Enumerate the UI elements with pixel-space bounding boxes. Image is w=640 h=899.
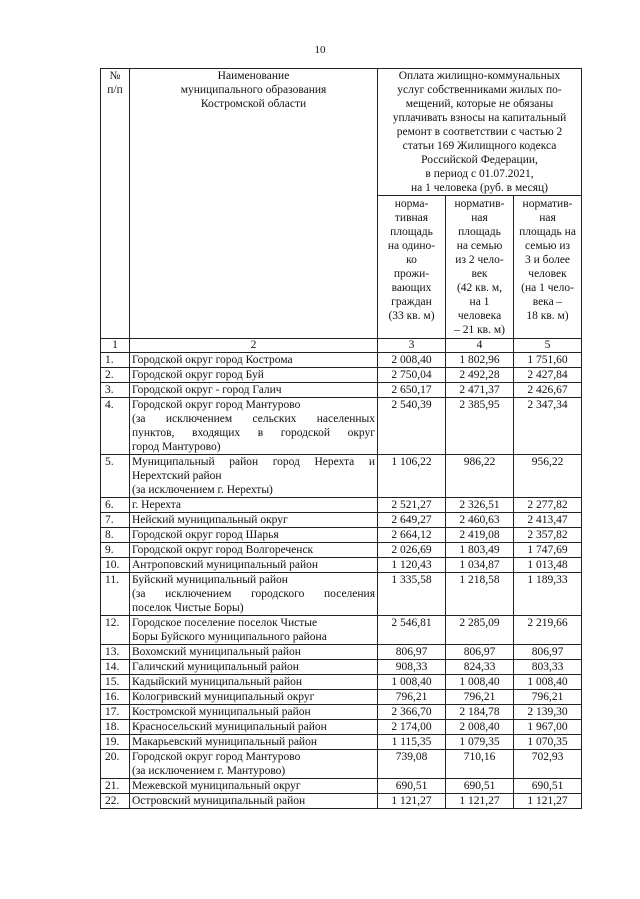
table-row [101, 690, 582, 705]
value-family-three: 1 070,35 [514, 735, 582, 750]
municipality-name-line: Кадыйский муниципальный район [132, 676, 303, 688]
value-single: 2 521,27 [378, 498, 446, 513]
municipality-name-line: Городской округ город Волгореченск [132, 544, 314, 556]
row-number: 18. [101, 720, 130, 735]
value-single: 2 664,12 [378, 528, 446, 543]
municipality-name [130, 735, 378, 750]
municipality-name-line: г. Нерехта [132, 499, 182, 511]
value-single: 690,51 [378, 779, 446, 794]
row-number: 14. [101, 660, 130, 675]
value-family-three: 806,97 [514, 645, 582, 660]
row-number: 4. [101, 398, 130, 455]
municipality-name-line: Городской округ город Мантурово [132, 399, 301, 411]
municipality-name-line: Межевской муниципальный округ [132, 780, 301, 792]
value-single: 739,08 [378, 750, 446, 779]
value-single: 1 120,43 [378, 558, 446, 573]
value-family-two: 2 471,37 [446, 383, 514, 398]
municipality-name-line: поселок Чистые Боры) [132, 602, 244, 614]
table-row [101, 779, 582, 794]
municipality-name-line: Вохомский муниципальный район [132, 646, 301, 658]
municipality-name-line: Костромской муниципальный район [132, 706, 311, 718]
municipality-name [130, 368, 378, 383]
municipality-name [130, 616, 378, 645]
column-index: 3 [378, 339, 446, 353]
subheader-family-two: норматив- ная площадь на семью из 2 чело- век (42 кв. м, на 1 человека – 21 кв. м) [446, 196, 514, 339]
value-family-three: 803,33 [514, 660, 582, 675]
table-row [101, 720, 582, 735]
row-number: 22. [101, 794, 130, 809]
municipality-name-line: Галичский муниципальный район [132, 661, 299, 673]
municipality-name-line: Муниципальный район город Нерехта и [132, 456, 375, 468]
row-number: 12. [101, 616, 130, 645]
table-row [101, 498, 582, 513]
value-family-three: 1 747,69 [514, 543, 582, 558]
value-family-three: 1 013,48 [514, 558, 582, 573]
value-single: 2 026,69 [378, 543, 446, 558]
row-number: 10. [101, 558, 130, 573]
value-family-three: 796,21 [514, 690, 582, 705]
value-family-three: 1 751,60 [514, 353, 582, 368]
municipality-name-line: Городской округ город Мантурово [132, 751, 301, 763]
municipality-name [130, 750, 378, 779]
row-number: 8. [101, 528, 130, 543]
header-payment: Оплата жилищно-коммунальных услуг собственниками жилых по- мещений, которые не обязаны уплачивать взносы на капитальный ремонт в соответствии с частью 2 статьи 169 Жилищного кодекса Российской Федерации, в период с 01.07.2021, на 1 человека (руб. в месяц) [378, 69, 582, 196]
value-family-two: 2 385,95 [446, 398, 514, 455]
municipality-name-line: Нейский муниципальный округ [132, 514, 288, 526]
municipality-name [130, 383, 378, 398]
value-single: 2 366,70 [378, 705, 446, 720]
municipality-name [130, 353, 378, 368]
municipality-name [130, 645, 378, 660]
value-single: 2 008,40 [378, 353, 446, 368]
value-single: 806,97 [378, 645, 446, 660]
municipality-name [130, 528, 378, 543]
row-number: 6. [101, 498, 130, 513]
municipality-name [130, 690, 378, 705]
municipality-name [130, 573, 378, 616]
value-family-three: 690,51 [514, 779, 582, 794]
value-single: 2 546,81 [378, 616, 446, 645]
value-single: 2 650,17 [378, 383, 446, 398]
table-row [101, 645, 582, 660]
table-row [101, 750, 582, 779]
municipality-name-line: Городской округ город Кострома [132, 354, 293, 366]
table-row [101, 735, 582, 750]
value-family-two: 986,22 [446, 455, 514, 498]
value-single: 2 750,04 [378, 368, 446, 383]
row-number: 20. [101, 750, 130, 779]
table-row [101, 660, 582, 675]
value-single: 1 008,40 [378, 675, 446, 690]
municipality-name [130, 779, 378, 794]
value-family-two: 806,97 [446, 645, 514, 660]
subheader-single: норма- тивная площадь на одино- ко прожи- вающих граждан (33 кв. м) [378, 196, 446, 339]
municipality-name [130, 455, 378, 498]
value-family-two: 2 326,51 [446, 498, 514, 513]
row-number: 17. [101, 705, 130, 720]
value-family-three: 2 357,82 [514, 528, 582, 543]
municipality-name-line: Островский муниципальный район [132, 795, 306, 807]
page-number: 10 [314, 44, 326, 56]
header-row [101, 69, 582, 196]
value-family-three: 2 427,84 [514, 368, 582, 383]
municipality-name-line: Городской округ город Шарья [132, 529, 279, 541]
municipality-name-line: Городской округ - город Галич [132, 384, 282, 396]
municipality-name [130, 398, 378, 455]
value-single: 2 649,27 [378, 513, 446, 528]
subheader-family-three: норматив- ная площадь на семью из 3 и более человек (на 1 чело- века – 18 кв. м) [514, 196, 582, 339]
municipality-name-line: Макарьевский муниципальный район [132, 736, 317, 748]
column-index: 1 [101, 339, 130, 353]
municipality-name [130, 498, 378, 513]
row-number: 1. [101, 353, 130, 368]
row-number: 11. [101, 573, 130, 616]
row-number: 15. [101, 675, 130, 690]
value-single: 1 121,27 [378, 794, 446, 809]
value-family-two: 2 184,78 [446, 705, 514, 720]
value-family-two: 1 008,40 [446, 675, 514, 690]
municipality-name [130, 675, 378, 690]
table-row [101, 368, 582, 383]
table-row [101, 558, 582, 573]
municipality-name-line: Городское поселение поселок Чистые [132, 617, 318, 629]
row-number: 16. [101, 690, 130, 705]
row-number: 19. [101, 735, 130, 750]
table-row [101, 573, 582, 616]
value-family-three: 2 413,47 [514, 513, 582, 528]
value-single: 796,21 [378, 690, 446, 705]
value-family-two: 2 285,09 [446, 616, 514, 645]
value-family-two: 2 492,28 [446, 368, 514, 383]
row-number: 9. [101, 543, 130, 558]
value-family-two: 690,51 [446, 779, 514, 794]
table-row [101, 794, 582, 809]
value-family-three: 1 189,33 [514, 573, 582, 616]
value-family-three: 956,22 [514, 455, 582, 498]
municipality-name-line: Красносельский муниципальный район [132, 721, 327, 733]
row-number: 2. [101, 368, 130, 383]
column-index: 2 [130, 339, 378, 353]
table-row [101, 513, 582, 528]
value-family-three: 2 219,66 [514, 616, 582, 645]
municipality-name [130, 513, 378, 528]
value-family-three: 2 277,82 [514, 498, 582, 513]
header-name: Наименование муниципального образования Костромской области [130, 69, 378, 339]
value-family-two: 710,16 [446, 750, 514, 779]
value-family-two: 1 079,35 [446, 735, 514, 750]
table-row [101, 528, 582, 543]
value-family-three: 1 008,40 [514, 675, 582, 690]
value-family-two: 2 419,08 [446, 528, 514, 543]
municipality-name-line: (за исключением г. Мантурово) [132, 765, 286, 777]
value-single: 1 335,58 [378, 573, 446, 616]
municipality-name-line: город Мантурово) [132, 441, 221, 453]
value-family-three: 1 967,00 [514, 720, 582, 735]
value-family-three: 2 426,67 [514, 383, 582, 398]
table-row [101, 616, 582, 645]
table-row [101, 455, 582, 498]
municipality-name-line: Боры Буйского муниципального района [132, 631, 327, 643]
municipality-name-line: (за исключением городского поселения [132, 588, 375, 600]
value-single: 1 106,22 [378, 455, 446, 498]
municipality-name [130, 705, 378, 720]
header-num: № п/п [101, 69, 130, 339]
table-row [101, 543, 582, 558]
municipality-name-line: Кологривский муниципальный округ [132, 691, 315, 703]
municipality-name [130, 543, 378, 558]
value-family-two: 824,33 [446, 660, 514, 675]
value-family-three: 702,93 [514, 750, 582, 779]
value-single: 2 174,00 [378, 720, 446, 735]
value-family-two: 1 034,87 [446, 558, 514, 573]
value-family-three: 2 139,30 [514, 705, 582, 720]
row-number: 7. [101, 513, 130, 528]
value-single: 1 115,35 [378, 735, 446, 750]
municipality-name-line: Городской округ город Буй [132, 369, 264, 381]
table-row [101, 383, 582, 398]
row-number: 21. [101, 779, 130, 794]
value-family-three: 2 347,34 [514, 398, 582, 455]
value-family-two: 1 121,27 [446, 794, 514, 809]
municipality-name-line: (за исключением сельских населенных [132, 413, 375, 425]
value-family-two: 2 460,63 [446, 513, 514, 528]
municipality-name-line: пунктов, входящих в городской округ [132, 427, 375, 439]
column-index-row [101, 339, 582, 353]
municipality-name-line: Буйский муниципальный район [132, 574, 288, 586]
value-family-two: 1 802,96 [446, 353, 514, 368]
value-single: 2 540,39 [378, 398, 446, 455]
value-family-three: 1 121,27 [514, 794, 582, 809]
value-family-two: 1 803,49 [446, 543, 514, 558]
table-row [101, 705, 582, 720]
column-index: 5 [514, 339, 582, 353]
municipality-name [130, 720, 378, 735]
municipality-name [130, 558, 378, 573]
value-family-two: 796,21 [446, 690, 514, 705]
payments-table [100, 68, 582, 809]
column-index: 4 [446, 339, 514, 353]
municipality-name-line: Нерехтский район [132, 470, 222, 482]
table-row [101, 675, 582, 690]
municipality-name-line: (за исключением г. Нерехты) [132, 484, 273, 496]
row-number: 3. [101, 383, 130, 398]
table-row [101, 353, 582, 368]
table-row [101, 398, 582, 455]
value-single: 908,33 [378, 660, 446, 675]
row-number: 5. [101, 455, 130, 498]
municipality-name-line: Антроповский муниципальный район [132, 559, 319, 571]
value-family-two: 2 008,40 [446, 720, 514, 735]
value-family-two: 1 218,58 [446, 573, 514, 616]
row-number: 13. [101, 645, 130, 660]
municipality-name [130, 660, 378, 675]
municipality-name [130, 794, 378, 809]
